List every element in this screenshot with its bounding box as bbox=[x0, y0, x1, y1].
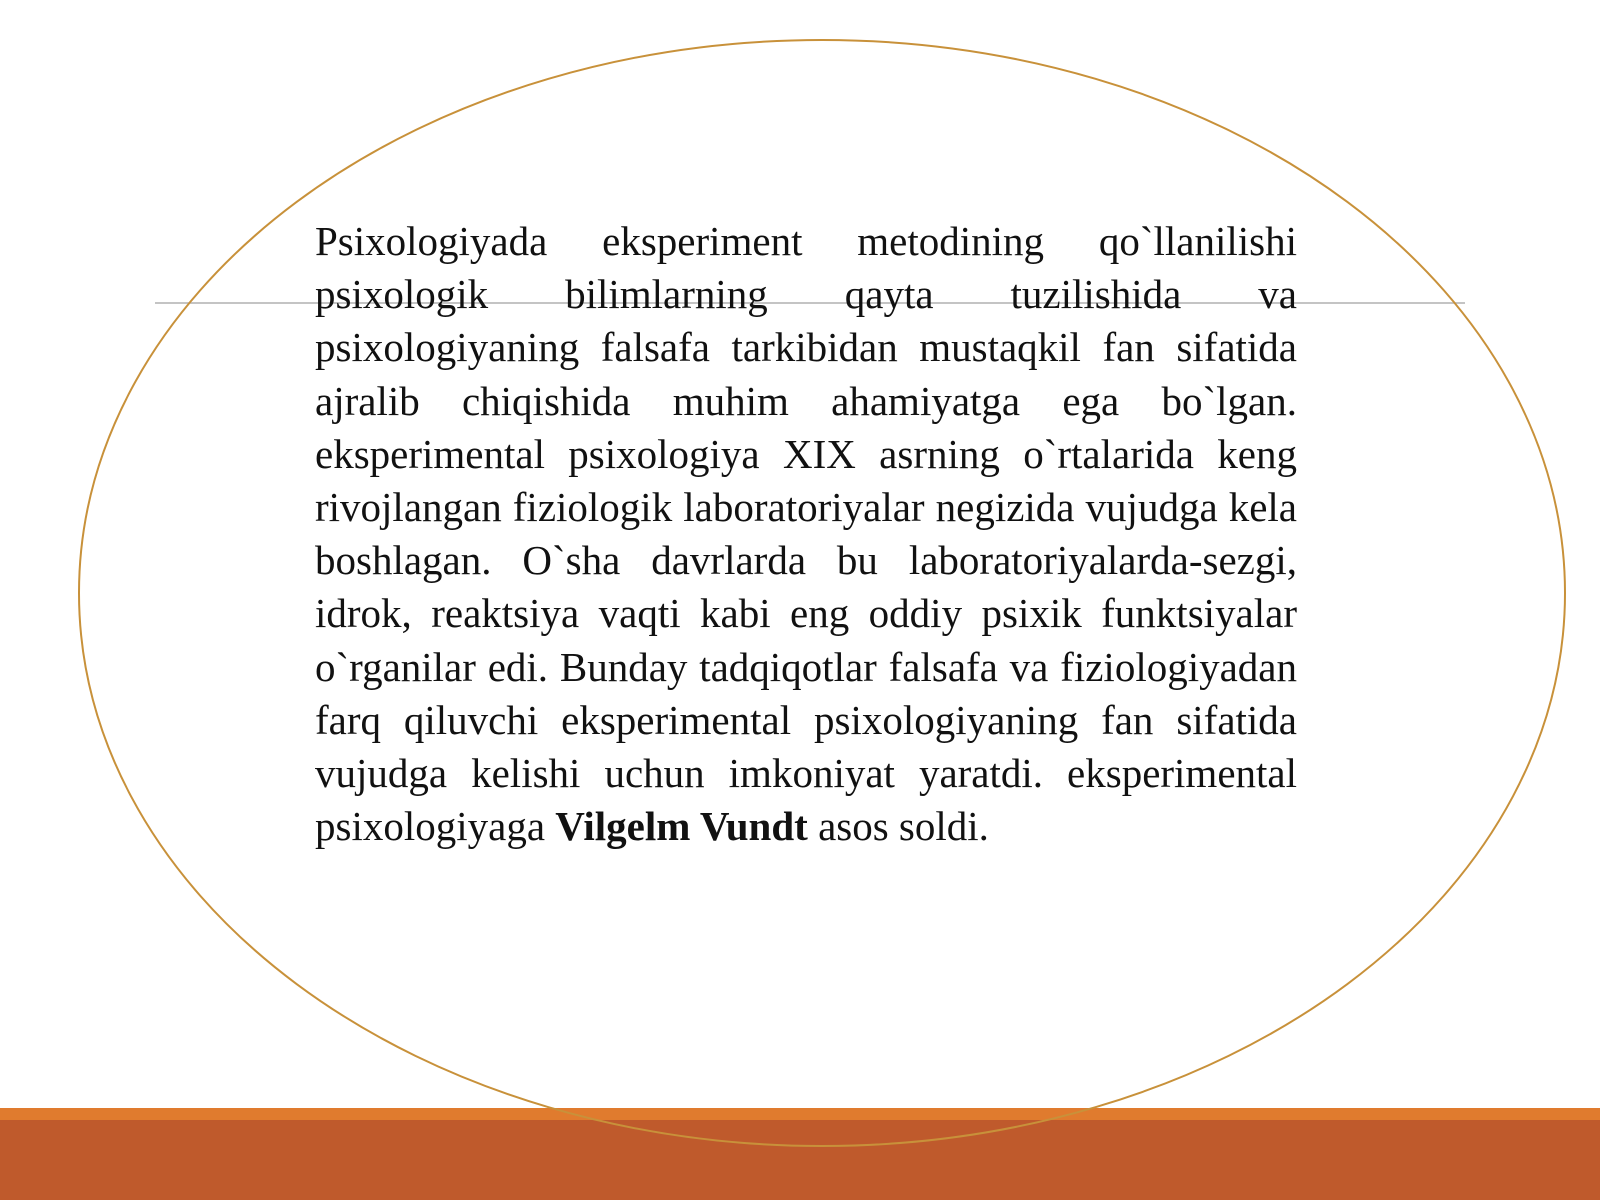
paragraph-text-start: Psixologiyada eksperiment metodining qo`llanilishi psixologik bilimlarning qayta tuzilishida va psixologiyaning falsafa tarkibidan mustaqkil fan sifatida ajralib chiqishida muhim ahamiyatga ega bo`lgan. eksperimental psixologiya XIX asrning o`rtalarida keng rivojlangan fiziologik laboratoriyalar negizida vujudga kela boshlagan. O`sha davrlarda bu laboratoriyalarda-sezgi, idrok, reaktsiya vaqti kabi eng oddiy psixik funktsiyalar o`rganilar edi. Bunday tadqiqotlar falsafa va fiziologiyadan farq qiluvchi eksperimental psixologiyaning fan sifatida vujudga kelishi uchun imkoniyat yaratdi. eksperimental psixologiyaga bbox=[315, 218, 1297, 850]
paragraph-text-end: asos soldi. bbox=[807, 803, 989, 850]
footer-band-highlight bbox=[0, 1108, 1600, 1120]
body-paragraph bbox=[315, 215, 1297, 853]
scientist-name: Vilgelm Vundt bbox=[555, 803, 808, 850]
footer-band bbox=[0, 1108, 1600, 1200]
